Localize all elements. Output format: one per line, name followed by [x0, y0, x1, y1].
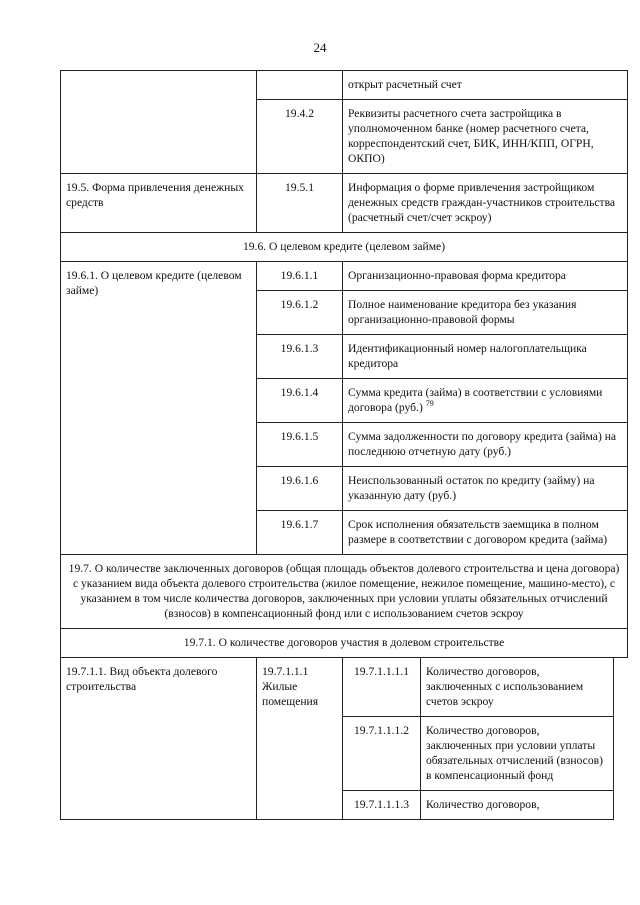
row-code: 19.7.1.1.1.3 — [343, 791, 421, 820]
table-row — [61, 262, 628, 291]
row-text-with-note — [343, 379, 628, 423]
row-code: 19.6.1.5 — [257, 423, 343, 467]
requirements-table — [60, 70, 628, 658]
table-row — [61, 71, 628, 100]
requirements-table-continued — [60, 657, 614, 820]
row-text: Количество договоров, заключенных с использованием счетов эскроу — [421, 658, 614, 717]
row-code: 19.6.1.4 — [257, 379, 343, 423]
row-code: 19.5.1 — [257, 174, 343, 233]
row-text: Полное наименование кредитора без указания организационно-правовой формы — [343, 291, 628, 335]
row-code: 19.6.1.7 — [257, 511, 343, 555]
row-code: 19.6.1.3 — [257, 335, 343, 379]
row-text: Организационно-правовая форма кредитора — [343, 262, 628, 291]
page-number: 24 — [313, 40, 327, 55]
row-text: открыт расчетный счет — [343, 71, 628, 100]
section-header: 19.7. О количестве заключенных договоров (общая площадь объектов долевого строительства и цена договора) с указанием вида объекта долевого строительства (жилое помещение, нежилое помещение, машино-место), с указанием в том числе количества договоров, заключенных при условии уплаты обязательных отчислений (взносов) в компенсационный фонд или с использованием счетов эскроу — [61, 555, 628, 629]
table-row — [61, 174, 628, 233]
section-header-row — [61, 233, 628, 262]
row-label: 19.7.1.1. Вид объекта долевого строительства — [61, 658, 257, 820]
row-text: Количество договоров, заключенных при условии уплаты обязательных отчислений (взносов) в компенсационный фонд — [421, 717, 614, 791]
row-label: 19.5. Форма привлечения денежных средств — [61, 174, 257, 233]
row-text: Количество договоров, — [421, 791, 614, 820]
empty-code-cell — [257, 71, 343, 100]
row-code: 19.6.1.2 — [257, 291, 343, 335]
row-text: Реквизиты расчетного счета застройщика в уполномоченном банке (номер расчетного счета, корреспондентский счет, БИК, ИНН/КПП, ОГРН, ОКПО) — [343, 100, 628, 174]
section-header-row — [61, 555, 628, 629]
row-code: 19.7.1.1.1.1 — [343, 658, 421, 717]
row-text: Неиспользованный остаток по кредиту (займу) на указанную дату (руб.) — [343, 467, 628, 511]
section-header-row — [61, 629, 628, 658]
row-code: 19.4.2 — [257, 100, 343, 174]
section-header: 19.6. О целевом кредите (целевом займе) — [61, 233, 628, 262]
row-text: Срок исполнения обязательств заемщика в полном размере в соответствии с договором кредита (займа) — [343, 511, 628, 555]
section-header: 19.7.1. О количестве договоров участия в долевом строительстве — [61, 629, 628, 658]
row-text: Сумма кредита (займа) в соответствии с условиями договора (руб.) — [348, 386, 603, 414]
row-text: Информация о форме привлечения застройщиком денежных средств граждан-участников строительства (расчетный счет/счет эскроу) — [343, 174, 628, 233]
row-code: 19.6.1.1 — [257, 262, 343, 291]
row-code: 19.7.1.1.1.2 — [343, 717, 421, 791]
sub-code: 19.7.1.1.1 — [262, 665, 309, 678]
row-text: Идентификационный номер налогоплательщика кредитора — [343, 335, 628, 379]
table-row — [61, 658, 614, 717]
row-text: Сумма задолженности по договору кредита (займа) на последнюю отчетную дату (руб.) — [343, 423, 628, 467]
row-label: 19.6.1. О целевом кредите (целевом займе) — [61, 262, 257, 555]
sub-label: Жилые помещения — [262, 680, 319, 708]
row-code: 19.6.1.6 — [257, 467, 343, 511]
footnote-mark: 79 — [425, 399, 434, 409]
sub-label-cell — [257, 658, 343, 820]
empty-label-cell — [61, 71, 257, 174]
